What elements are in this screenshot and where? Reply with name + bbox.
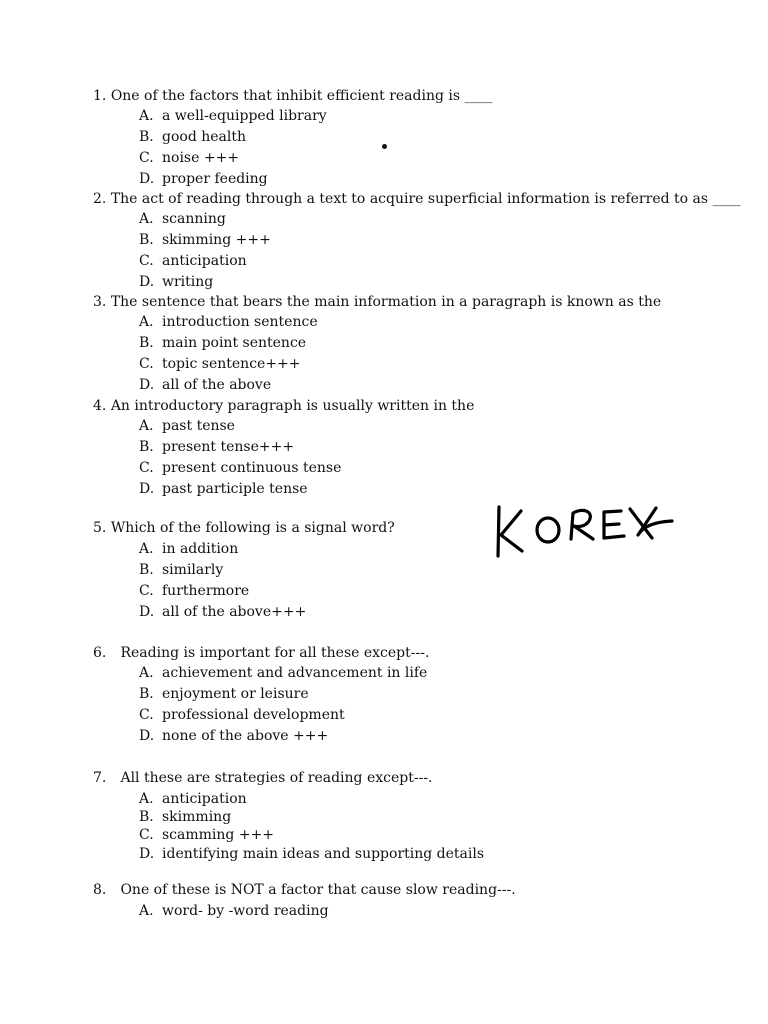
option-6b bbox=[139, 685, 309, 703]
option-text: word- by -word reading bbox=[162, 903, 329, 919]
option-text: none of the above +++ bbox=[162, 728, 329, 744]
option-8a bbox=[139, 902, 329, 920]
question-number: 7. bbox=[93, 770, 107, 786]
option-6c bbox=[139, 706, 345, 724]
option-6d bbox=[139, 727, 328, 745]
option-letter: B. bbox=[139, 439, 154, 455]
question-text: The act of reading through a text to acquire superficial information is referred to as ____ bbox=[110, 191, 741, 207]
option-text: a well-equipped library bbox=[162, 108, 327, 124]
option-2a bbox=[139, 210, 226, 228]
question-text: One of these is NOT a factor that cause slow reading---. bbox=[120, 882, 516, 898]
option-text: achievement and advancement in life bbox=[162, 665, 428, 681]
option-letter: C. bbox=[139, 827, 154, 843]
option-letter: D. bbox=[139, 171, 155, 187]
option-letter: C. bbox=[139, 460, 154, 476]
option-4d bbox=[139, 480, 308, 498]
option-letter: A. bbox=[139, 418, 154, 434]
question-number: 2. bbox=[93, 191, 107, 207]
option-letter: C. bbox=[139, 253, 154, 269]
option-letter: A. bbox=[139, 791, 154, 807]
option-text: skimming +++ bbox=[162, 232, 271, 248]
option-text: present continuous tense bbox=[162, 460, 342, 476]
option-text: past tense bbox=[162, 418, 235, 434]
option-text: identifying main ideas and supporting details bbox=[162, 846, 485, 862]
option-1a bbox=[139, 107, 327, 125]
option-2b bbox=[139, 231, 271, 249]
option-text: enjoyment or leisure bbox=[162, 686, 309, 702]
option-3d bbox=[139, 376, 271, 394]
question-3 bbox=[93, 293, 661, 311]
question-number: 1. bbox=[93, 88, 107, 104]
question-number: 8. bbox=[93, 882, 107, 898]
question-number: 5. bbox=[93, 520, 107, 536]
option-letter: C. bbox=[139, 150, 154, 166]
option-2d bbox=[139, 273, 213, 291]
option-7a bbox=[139, 790, 247, 808]
option-letter: D. bbox=[139, 274, 155, 290]
question-8 bbox=[93, 881, 516, 899]
option-text: scanning bbox=[162, 211, 226, 227]
question-7 bbox=[93, 769, 433, 787]
option-5d bbox=[139, 603, 306, 621]
option-letter: B. bbox=[139, 129, 154, 145]
option-3a bbox=[139, 313, 318, 331]
korex-handwritten-mark bbox=[492, 497, 687, 559]
option-1c bbox=[139, 149, 239, 167]
option-letter: B. bbox=[139, 562, 154, 578]
stray-dot bbox=[382, 144, 387, 149]
option-4b bbox=[139, 438, 294, 456]
option-text: all of the above bbox=[162, 377, 272, 393]
option-text: furthermore bbox=[162, 583, 250, 599]
option-letter: A. bbox=[139, 541, 154, 557]
question-text: All these are strategies of reading except---. bbox=[120, 770, 433, 786]
option-letter: B. bbox=[139, 335, 154, 351]
option-text: similarly bbox=[162, 562, 224, 578]
option-text: skimming bbox=[162, 809, 232, 825]
option-letter: D. bbox=[139, 604, 155, 620]
option-7b bbox=[139, 808, 231, 826]
option-text: main point sentence bbox=[162, 335, 307, 351]
option-text: present tense+++ bbox=[162, 439, 295, 455]
question-text: The sentence that bears the main information in a paragraph is known as the bbox=[110, 294, 662, 310]
option-text: scamming +++ bbox=[162, 827, 275, 843]
option-3b bbox=[139, 334, 306, 352]
option-text: professional development bbox=[162, 707, 345, 723]
option-letter: B. bbox=[139, 809, 154, 825]
option-letter: C. bbox=[139, 356, 154, 372]
option-1b bbox=[139, 128, 246, 146]
option-7c bbox=[139, 826, 274, 844]
option-letter: B. bbox=[139, 686, 154, 702]
question-text: Reading is important for all these except---. bbox=[120, 645, 430, 661]
question-number: 4. bbox=[93, 398, 107, 414]
option-letter: A. bbox=[139, 314, 154, 330]
question-text: An introductory paragraph is usually written in the bbox=[110, 398, 475, 414]
option-text: anticipation bbox=[162, 253, 247, 269]
option-text: past participle tense bbox=[162, 481, 308, 497]
option-text: noise +++ bbox=[162, 150, 240, 166]
option-text: in addition bbox=[162, 541, 239, 557]
question-1 bbox=[93, 87, 493, 105]
option-letter: A. bbox=[139, 108, 154, 124]
question-text: Which of the following is a signal word? bbox=[110, 520, 395, 536]
option-5b bbox=[139, 561, 223, 579]
option-letter: C. bbox=[139, 583, 154, 599]
option-text: proper feeding bbox=[162, 171, 268, 187]
question-number: 6. bbox=[93, 645, 107, 661]
question-5 bbox=[93, 519, 395, 537]
option-letter: D. bbox=[139, 846, 155, 862]
question-text: One of the factors that inhibit efficient reading is ____ bbox=[110, 88, 493, 104]
option-2c bbox=[139, 252, 247, 270]
option-letter: B. bbox=[139, 232, 154, 248]
option-text: topic sentence+++ bbox=[162, 356, 301, 372]
option-4a bbox=[139, 417, 235, 435]
option-letter: A. bbox=[139, 903, 154, 919]
option-4c bbox=[139, 459, 341, 477]
question-2 bbox=[93, 190, 741, 208]
option-text: writing bbox=[162, 274, 214, 290]
option-1d bbox=[139, 170, 268, 188]
option-letter: D. bbox=[139, 377, 155, 393]
option-3c bbox=[139, 355, 301, 373]
option-letter: A. bbox=[139, 665, 154, 681]
question-4 bbox=[93, 397, 474, 415]
option-text: introduction sentence bbox=[162, 314, 318, 330]
option-letter: D. bbox=[139, 481, 155, 497]
option-5a bbox=[139, 540, 238, 558]
question-6 bbox=[93, 644, 429, 662]
option-letter: A. bbox=[139, 211, 154, 227]
option-text: good health bbox=[162, 129, 246, 145]
option-letter: C. bbox=[139, 707, 154, 723]
option-7d bbox=[139, 845, 484, 863]
option-text: all of the above+++ bbox=[162, 604, 307, 620]
option-text: anticipation bbox=[162, 791, 247, 807]
option-6a bbox=[139, 664, 427, 682]
option-letter: D. bbox=[139, 728, 155, 744]
question-number: 3. bbox=[93, 294, 107, 310]
option-5c bbox=[139, 582, 249, 600]
